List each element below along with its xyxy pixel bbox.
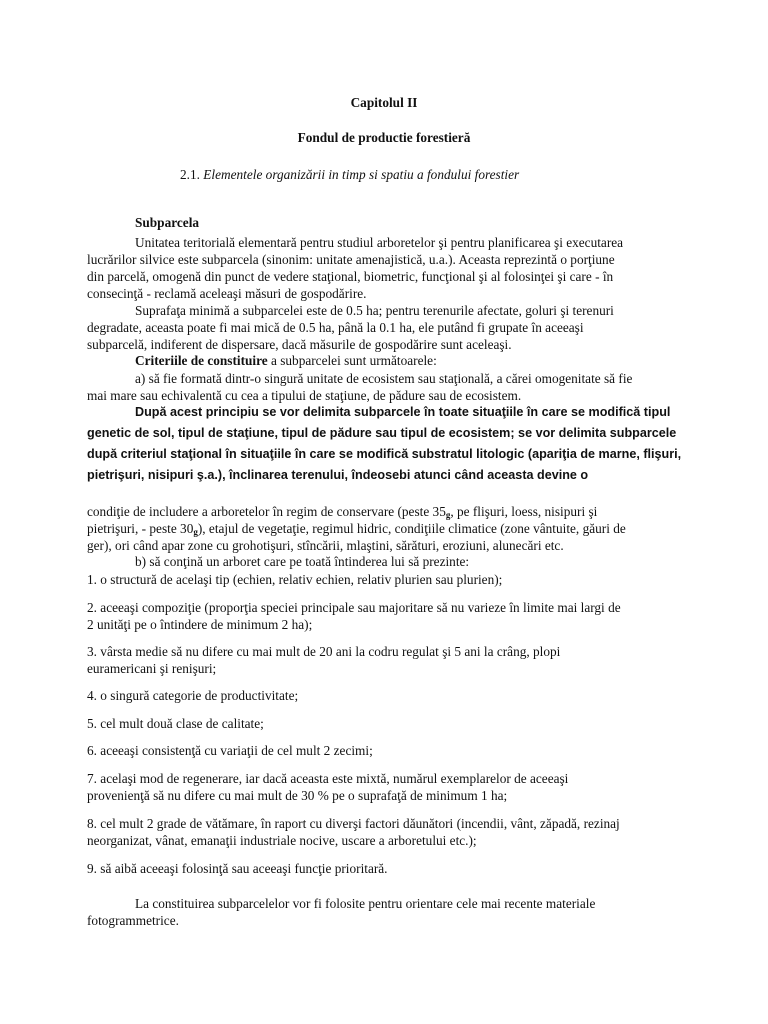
list-item: 2. aceeaşi compoziţie (proporţia speciei principale sau majoritare să nu varieze în limite mai largi de bbox=[87, 600, 621, 615]
criteria-line bbox=[135, 352, 437, 369]
paragraph-line: Unitatea teritorială elementară pentru studiul arboretelor şi pentru planificarea şi executarea bbox=[135, 235, 624, 250]
text-fragment: ), etajul de vegetaţie, regimul hidric, condiţiile climatice (zone vântuite, găuri de bbox=[197, 521, 626, 536]
list-item-continuation: provenienţă să nu difere cu mai mult de 30 % pe o suprafaţă de minimum 1 ha; bbox=[87, 788, 508, 803]
list-item: 8. cel mult 2 grade de vătămare, în raport cu diverşi factori dăunători (incendii, vânt, zăpadă, rezinaj bbox=[87, 816, 620, 831]
section-heading bbox=[180, 166, 519, 183]
text-fragment: condiţie de includere a arboretelor în regim de conservare (peste 35 bbox=[87, 504, 446, 519]
paragraph-line: lucrărilor silvice este subparcela (sinonim: unitate amenajistică, u.a.). Aceasta reprezintă o porţiune bbox=[87, 252, 615, 267]
criterion-a-line: mai mare sau echivalentă cu cea a tipului de staţiune, de pădure sau de ecosistem. bbox=[87, 388, 522, 403]
paragraph-line: subparcelă, indiferent de dispersare, dacă măsurile de gospodărire sunt aceleaşi. bbox=[87, 337, 512, 352]
paragraph-line: degradate, aceasta poate fi mai mică de 0.5 ha, până la 0.1 ha, ele putând fi grupate în aceeaşi bbox=[87, 320, 584, 335]
list-item: 7. acelaşi mod de regenerare, iar dacă aceasta este mixtă, numărul exemplarelor de aceeaşi bbox=[87, 771, 569, 786]
section-number: 2.1. bbox=[180, 167, 200, 182]
list-item: 3. vârsta medie să nu difere cu mai mult de 20 ani la codru regulat şi 5 ani la crâng, plopi bbox=[87, 644, 561, 659]
bold-paragraph-line: pietrişuri, nisipuri ş.a.), înclinarea terenului, îndeosebi atunci când aceasta devine o bbox=[87, 468, 589, 482]
paragraph-line: din parcelă, omogenă din punct de vedere staţional, biometric, funcţional şi al folosinţei şi care - în bbox=[87, 269, 614, 284]
bold-paragraph-line: După acest principiu se vor delimita subparcele în toate situaţiile în care se modifică tipul bbox=[135, 405, 671, 419]
list-item: 5. cel mult două clase de calitate; bbox=[87, 716, 264, 731]
unit-subscript: g bbox=[193, 527, 198, 537]
list-item-continuation: euramericani şi renişuri; bbox=[87, 661, 217, 676]
criteria-heading: Criteriile de constituire bbox=[135, 353, 268, 368]
list-item: 1. o structură de acelaşi tip (echien, relativ echien, relativ plurien sau plurien); bbox=[87, 572, 503, 587]
paragraph-line: ger), ori când apar zone cu grohotişuri, stîncării, mlaştini, sărături, eroziuni, alunecări etc. bbox=[87, 538, 564, 553]
list-item: 6. aceeaşi consistenţă cu variaţii de cel mult 2 zecimi; bbox=[87, 743, 373, 758]
subparcela-heading: Subparcela bbox=[135, 215, 200, 230]
list-item: 4. o singură categorie de productivitate; bbox=[87, 688, 299, 703]
list-item-continuation: 2 unităţi pe o întindere de minimum 2 ha); bbox=[87, 617, 313, 632]
criteria-text: a subparcelei sunt următoarele: bbox=[267, 353, 437, 368]
bold-paragraph-line: genetic de sol, tipul de staţiune, tipul de pădure sau tipul de ecosistem; se vor delimita subparcele bbox=[87, 426, 677, 440]
text-fragment: , pe flişuri, loess, nisipuri şi bbox=[450, 504, 598, 519]
list-item: 9. să aibă aceeaşi folosinţă sau aceeaşi funcţie prioritară. bbox=[87, 861, 388, 876]
criterion-a-line: a) să fie formată dintr-o singură unitate de ecosistem sau staţională, a cărei omogenitate să fie bbox=[135, 371, 633, 386]
paragraph-line: Suprafaţa minimă a subparcelei este de 0.5 ha; pentru terenurile afectate, goluri şi terenuri bbox=[135, 303, 614, 318]
list-item-continuation: neorganizat, vânat, emanaţii industriale nocive, uscare a arboretului etc.); bbox=[87, 833, 477, 848]
paragraph-line: consecinţă - reclamă aceleaşi măsuri de gospodărire. bbox=[87, 286, 367, 301]
document-title: Fondul de productie forestieră bbox=[297, 130, 471, 145]
bold-paragraph-line: după criteriul staţional în situaţiile în care se modifică substratul litologic (apariţia de marne, flişuri, bbox=[87, 447, 682, 461]
chapter-heading: Capitolul II bbox=[350, 95, 418, 110]
text-fragment: pietrişuri, - peste 30 bbox=[87, 521, 194, 536]
section-title: Elementele organizării in timp si spatiu a fondului forestier bbox=[203, 167, 520, 182]
criterion-b-line: b) să conţină un arboret care pe toată întinderea lui să prezinte: bbox=[135, 554, 470, 569]
closing-line: fotogrammetrice. bbox=[87, 913, 179, 928]
unit-subscript: g bbox=[445, 510, 451, 520]
closing-line: La constituirea subparcelelor vor fi folosite pentru orientare cele mai recente materiale bbox=[135, 896, 596, 911]
